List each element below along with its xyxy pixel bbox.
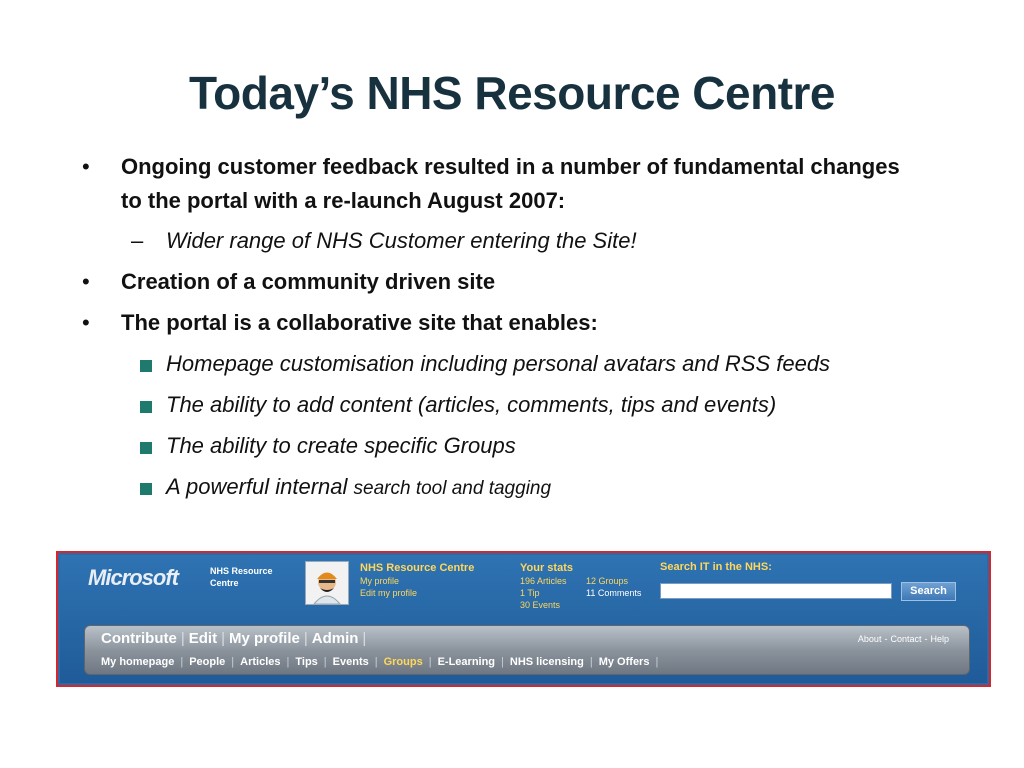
stat-tip[interactable]: 1 Tip [520,588,540,598]
bullet-dot: • [82,154,90,179]
portal-screenshot [56,551,991,687]
sub-bullet-item: Homepage customisation including personal avatars and RSS feeds [166,351,831,376]
portal-header [60,555,987,683]
square-bullet-icon [140,401,152,413]
microsoft-logo: Microsoft [88,565,178,590]
search-button[interactable]: Search [901,582,956,601]
stat-articles[interactable]: 196 Articles [520,576,567,586]
stats-title: Your stats [520,562,573,574]
secondary-nav: My homepage | People | Articles | Tips | Events | Groups | E-Learning | NHS licensing | My Offers | [101,656,659,668]
portal-navbar [84,625,970,675]
edit-profile-link[interactable]: Edit my profile [360,588,418,598]
nav-tips[interactable]: Tips [295,656,318,668]
avatar[interactable] [305,561,349,605]
profile-block [360,561,474,599]
nav-my-offers[interactable]: My Offers [598,656,650,668]
sub-bullet-item [166,470,986,506]
nav-nhs-licensing[interactable]: NHS licensing [509,656,584,668]
sub-bullet-item: The ability to create specific Groups [166,433,516,458]
nav-help[interactable]: Help [930,634,949,644]
nav-contact[interactable]: Contact [890,634,922,644]
stat-comments[interactable]: 11 Comments [586,588,642,598]
nav-my-profile[interactable]: My profile [228,630,300,647]
nav-groups[interactable]: Groups [383,656,423,668]
bullet-dot: • [82,310,90,335]
search-label: Search IT in the NHS: [660,561,772,573]
bullet-item: The portal is a collaborative site that enables: [121,310,598,335]
search-input[interactable] [660,583,892,599]
nav-people[interactable]: People [189,656,226,668]
square-bullet-icon [140,360,152,372]
profile-title: NHS Resource Centre [360,562,475,574]
logo-subtitle: NHS Resource Centre [210,566,273,588]
nav-contribute[interactable]: Contribute [101,630,177,647]
nav-edit[interactable]: Edit [188,630,218,647]
sub-bullet-item: The ability to add content (articles, comments, tips and events) [166,392,777,417]
bullet-item: Ongoing customer feedback resulted in a number of fundamental changes to the portal with a re-launch August 2007: [121,154,900,213]
stats-block [520,561,573,611]
stat-events[interactable]: 30 Events [520,600,561,610]
utility-nav: About - Contact - Help [857,634,949,644]
sub-bullet-item: Wider range of NHS Customer entering the Site! [166,228,637,253]
bullet-dot: • [82,269,90,294]
slide-title: Today’s NHS Resource Centre [188,67,836,119]
bullet-item: Creation of a community driven site [121,269,496,294]
my-profile-link[interactable]: My profile [360,576,400,586]
avatar-icon [306,562,348,604]
square-bullet-icon [140,442,152,454]
stat-groups[interactable]: 12 Groups [586,576,629,586]
nav-events[interactable]: Events [332,656,369,668]
sub-bullet-main: A powerful internal [166,474,354,499]
sub-bullet-tail: search tool and tagging [353,478,552,499]
stats-block-2 [586,575,641,599]
nav-e-learning[interactable]: E-Learning [437,656,496,668]
dash-bullet: – [131,228,144,253]
nav-my-homepage[interactable]: My homepage [101,656,175,668]
nav-articles[interactable]: Articles [240,656,281,668]
square-bullet-icon [140,483,152,495]
nav-admin[interactable]: Admin [311,630,359,647]
primary-nav: Contribute | Edit | My profile | Admin | [101,630,367,647]
nav-about[interactable]: About [857,634,882,644]
